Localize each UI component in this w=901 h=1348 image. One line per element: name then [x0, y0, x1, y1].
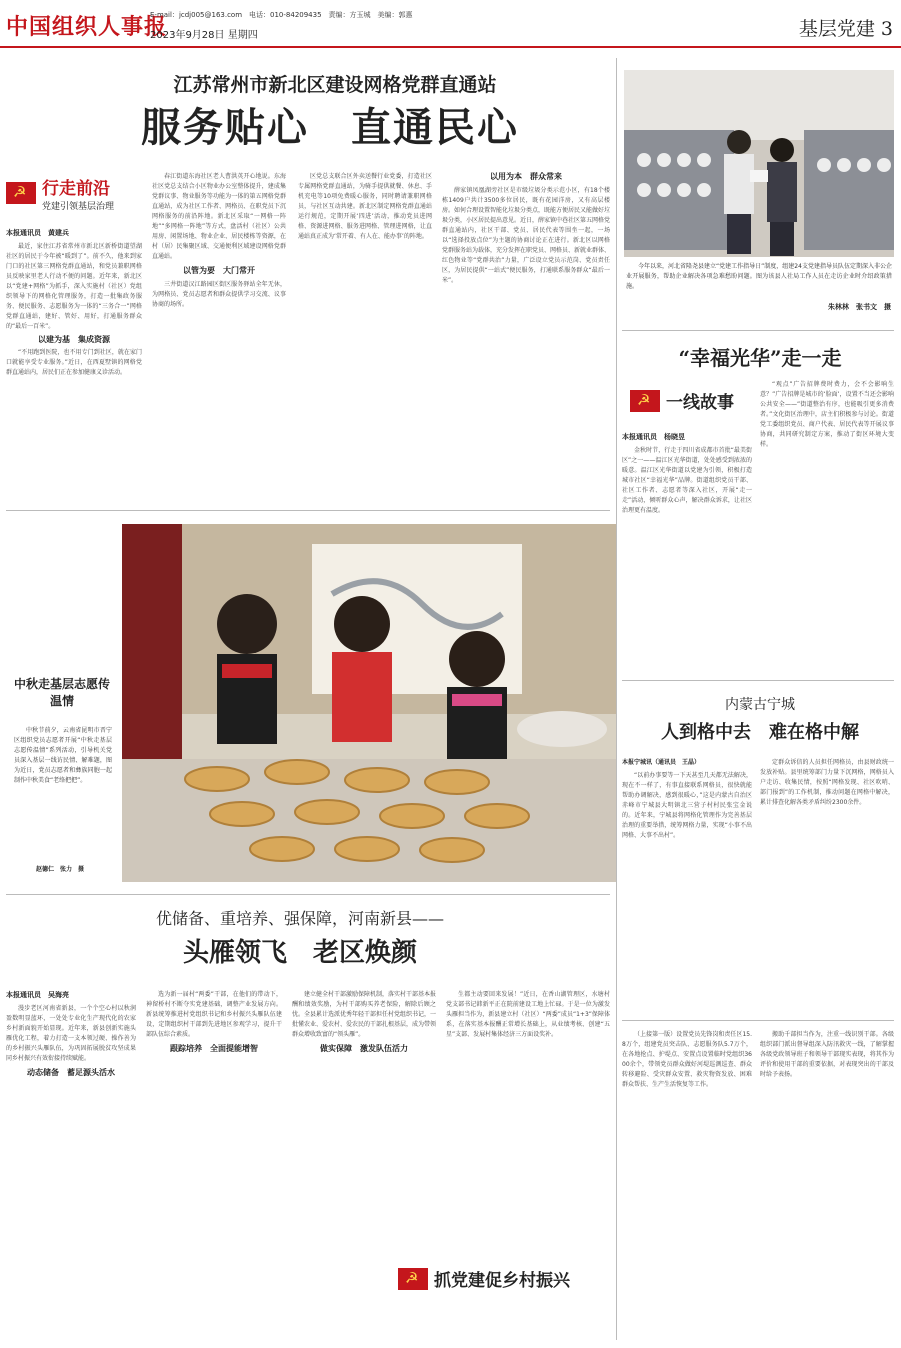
lead-text-1b: “不用跑到医院，也不用专门到社区，就在家门口就能享受专业服务。”近日，在西夏墅镇的网格党群直通站内，居民们正在参加健康义诊活动。 — [6, 349, 142, 376]
party-flag-icon — [398, 1268, 428, 1290]
xinxian-column-2 — [146, 990, 282, 1340]
xinxian-text-3: 建立健全村干部激励保障机制，落实村干部基本报酬和绩效奖励，为村干部购买养老保险，解除后顾之忧。全县累计选派优秀年轻干部担任村党组织书记，一批懂农业、爱农村、爱农民的干部扎根基层，成为带领群众增收致富的“领头雁”。 — [292, 991, 436, 1038]
header-rule — [0, 46, 901, 48]
xinxian-subhead-1: 动态储备 蓄足源头活水 — [27, 1068, 115, 1077]
xinxian-subhead-2: 跟踪培养 全面提能增智 — [170, 1044, 258, 1053]
section-divider — [622, 330, 894, 331]
lead-column-4 — [442, 172, 610, 498]
xinxian-text-4: 生都主动要回来发展！”近日，在香山湖管理区，水塘村党支部书记韩新平正在院前建设工地上忙碌。于是一位为激发头雁担当作为，新县建立村（社区）“两委”成员“1+3”保障体系，在落实基本报酬正常增长基础上，从业绩考核、创建“五星”支部、发展村集体经济三方面设奖补。 — [446, 991, 610, 1038]
xinxian-subhead-3: 做实保障 激发队伍活力 — [320, 1044, 408, 1053]
right-story-headline: “幸福光华”走一走 — [678, 346, 842, 370]
lead-kicker: 江苏常州市新北区建设网格党群直通站 — [173, 74, 497, 96]
xinxian-column-1 — [6, 990, 136, 1340]
top-photo-caption-text: 今年以来，河北省隆尧县建立“党建工作指导日”制度，组建24支党建指导员队伍定期深入非公企业开展服务，帮助企业解决各项急难愁盼问题。图为该县人社局工作人员在走访企业时介绍政策措施。 — [626, 263, 892, 290]
lead-column-1 — [6, 228, 142, 498]
xinxian-text-1: 漫步老区河南省新县，一个个空心村以秋润盈数明显蓝环，一处处专业化生产现代化的农家乡村新面貌开始显现。近年来，新县创新实施头雁优化工程，着力打造一支本领过硬、操作善为的乡村振兴头雁队伍，为巩固拓展脱贫攻坚成果同乡村振兴有效衔接持续赋能。 — [6, 1005, 136, 1062]
lead-subhead-2: 以管为要 大门常开 — [183, 266, 255, 275]
lead-text-4: 薛家镇凤凰湖旁社区是市级垃圾分类示范小区，有18个楼栋1409户共计3500多位居民，既有花园洋房，又有高层楼房。如何合理设置智能化垃圾分类点，既能方便居民又能做好垃圾分类，小区居民提出意见。近日，薛家镇中巷社区第五网格党群直通站内，社区干部、党员、居民代表等围坐一起，一场以“选择投放点位”为主题的协商讨论正在进行。新北区以网格党群服务站为载体，充分发挥在职党员、网格员、新就业群体、红色物业等“党群共治”力量，广泛设立党员示范岗、党员责任区，为居民提供“一站式”便民服务，打通联系服务群众“最后一米”。 — [442, 187, 610, 284]
contact-meta: E-mail：jcdj005@163.com 电话：010-84209435 责编：方玉城 美编：郭惠 — [150, 11, 413, 19]
page-section: 基层党建 3 — [798, 18, 893, 40]
issue-date: 2023年9月28日 星期四 — [150, 30, 258, 41]
column-divider — [616, 58, 617, 1340]
section-divider — [622, 1020, 894, 1021]
bottom-right-column-1 — [622, 1030, 752, 1300]
lead-column-3 — [298, 172, 432, 498]
right-story-column-2 — [760, 380, 894, 642]
lead-text-2b: 三井街道汉江路园区街区服务驿站全年无休，为网格员、党员志愿者和群众提供学习交流、议事协商的场所。 — [152, 281, 286, 308]
section-badge-title: 行走前沿 — [42, 179, 110, 199]
ningcheng-headline: 人到格中去 难在格中解 — [661, 722, 859, 743]
xinxian-kicker: 优储备、重培养、强保障，河南新县—— — [155, 909, 444, 928]
ningcheng-column-1 — [622, 758, 752, 1012]
xinxian-headline: 头雁领飞 老区焕颜 — [182, 938, 417, 968]
right-story-column-1 — [622, 432, 752, 644]
section-badge-rural-title: 抓党建促乡村振兴 — [434, 1271, 570, 1291]
xinxian-byline: 本报通讯员 吴海亮 — [6, 991, 69, 999]
ningcheng-text-2: 定群众诉信的人员担任网格员，由县财政统一发放补贴。县里统筹部门力量下沉网格，网格员入户走访、收集民情，按照“网格发现、社区吹哨、部门报到”的工作机制，推动问题在网格中解决，累计排查化解各类矛盾纠纷2300余件。 — [760, 759, 894, 806]
lead-subhead-3: 以用为本 群众常来 — [490, 172, 562, 181]
xinxian-column-4 — [446, 990, 610, 1270]
ningcheng-byline: 本报宁城讯（通讯员 王晶） — [622, 759, 701, 766]
party-flag-icon — [6, 182, 36, 204]
middle-side-credit: 赵德仁 张力 摄 — [36, 866, 85, 873]
photo-mooncake-volunteers — [122, 524, 617, 882]
section-badge-story — [630, 388, 734, 413]
lead-headline: 服务贴心 直通民心 — [141, 104, 519, 151]
right-story-byline: 本报通讯员 杨晓昱 — [622, 433, 685, 441]
ningcheng-text-1: “以前办事要等一下天甚至几天都无法解决，现在不一样了，有事直接联系网格员，很快就能帮助办调解决，感到很暖心，”这是内蒙古自治区赤峰市宁城县大明镇北三营子村村民张宝金说的。近年来，宁城县将网格化管理作为完善基层治理的重要举措，统筹网格力量，实现“小事不出网格、大事不出村”。 — [622, 772, 752, 839]
section-divider — [6, 510, 610, 511]
lead-text-3: 区党总支联合区外卖送餐行业党委，打造社区专属网格党群直通站，为骑手提供就餐、休息、手机充电等10项免费暖心服务，同时聘请兼职网格员，与社区互动共建。新北区制定网格党群直通站运行规范，定期开展‘四进’活动，推动党员进网格、资源进网格、服务进网格、管理进网格，让直通站真正成为‘常开着、有人在、能办事’的阵地。 — [298, 173, 432, 240]
ningcheng-kicker: 内蒙古宁城 — [725, 697, 795, 713]
lead-subhead-1: 以建为基 集成资源 — [38, 335, 110, 344]
factory-photo-illustration — [624, 70, 894, 257]
top-photo-credit: 朱林林 张书文 摄 — [828, 303, 891, 311]
right-story-text-1: 金秋时节，行走于四川省成都市首批“最美街区”之一——温江区光华街道，处处感受到浓浓的暖意。温江区光华街道以党建为引领，积极打造城市社区“幸福光华”品牌。街道组织党员干部、社区工作者、志愿者等深入社区，开展“走一走”活动，倾听群众心声，解决群众诉求，让社区治理更有温度。 — [622, 447, 752, 514]
section-badge-frontline — [6, 174, 114, 212]
lead-text-2: 春江街道东海社区老人曹洪英开心地说。东海社区党总支结合小区物业办公室整体提升，建成集党群议事、物业服务等功能为一体的第五网格党群直通站，成为社区工作者、网格员、在职党员下沉网格服务的前沿阵地。新北区采取“一网格一阵地”“多网格一阵地”等方式，盘活村（社区）公共用房、闲置场地、物业企业、居民楼栋等资源，在村（居）民集聚区域、交通便利区域建设网格党群直通站。 — [152, 173, 286, 260]
middle-side-title: 中秋走基层志愿传温情 — [14, 677, 111, 708]
newspaper-logo: 中国组织人事报 — [6, 14, 168, 40]
xinxian-text-2: 选为新一届村“两委”干部，在他们的带动下，神留桥村不断夺实党建基础，调整产业发展方向。新县统筹推进村党组织书记和乡村振兴头雁队伍建设，定期组织村干部到先进地区参观学习，提升干部队伍综合素质。 — [146, 991, 282, 1038]
right-story-text-2: “观点”广告招牌费时费力，会不会影响生意？”广告招牌是城市的‘脸面’，设置不当还会影响公共安全——”街道整治有序，也能吸引更多消费者。”文化街区治理中，店主们积极参与讨论。街道党工委组织党员、商户代表、居民代表等开展议事协商，共同研究制定方案，推动了街区环境大变样。 — [760, 381, 894, 448]
lead-byline: 本报通讯员 黄建兵 — [6, 229, 69, 237]
section-divider — [622, 680, 894, 681]
bottom-right-text-1: （上接第一版）设置党员先锋岗和责任区15.8万个，组建党员突击队、志愿服务队5.7万个，在各地抢点、护堤点、安置点设置临时党组织3600余个，带领党员群众做好河堤巡测巡查、群众转移避险、受灾群众安置、救灾物资发放、困难群众帮扶、生产生活恢复等工作。 — [622, 1031, 752, 1088]
section-badge-sub: 党建引领基层治理 — [42, 202, 115, 212]
middle-side-caption-text: 中秋节前夕，云南省昆明市晋宁区组织党员志愿者开展“中秋走基层 志愿传温情”系列活动，引导机关党员深入基层一线访民情、解难题，图为近日，党员志愿者和彝族同胞一起制作中秋美食“老络把把”。 — [14, 727, 119, 784]
lead-column-2 — [152, 172, 286, 498]
top-photo-caption — [626, 262, 892, 302]
mooncake-photo-illustration — [122, 524, 617, 882]
ningcheng-column-2 — [760, 758, 894, 1012]
section-divider — [6, 894, 610, 895]
section-badge-rural — [398, 1266, 570, 1291]
photo-factory-visit — [624, 70, 894, 257]
section-badge-story-title: 一线故事 — [666, 393, 734, 413]
middle-side-caption — [14, 726, 119, 861]
bottom-right-text-2: 搬助千部担当作为，注重一线识别干部。各级组织部门派出督导组深入防汛救灾一线，了解掌握各级党政领导班子和领导干部现实表现，将其作为评价和使用干部的重要依据，对表现突出的干部及时给予表扬。 — [760, 1031, 894, 1078]
party-flag-icon — [630, 390, 660, 412]
lead-text-1: 最近，家住江苏省常州市新北区新桥街道望湖社区的居民于今年被“暖到了”。前不久，他来到家门口的社区第三网格党群直通站，和党员兼职网格员反映家里老人行动不便的问题。近年来，新北区以“党建+网格”为抓手，深入实施村（社区）党组织领导下的网格化管理服务，打造一批集政务服务、便民服务、志愿服务为一体的“三务合一”网格党群直通站，建好、管好、用好，打通服务群众的“最后一百米”。 — [6, 243, 142, 330]
bottom-right-column-2 — [760, 1030, 894, 1300]
